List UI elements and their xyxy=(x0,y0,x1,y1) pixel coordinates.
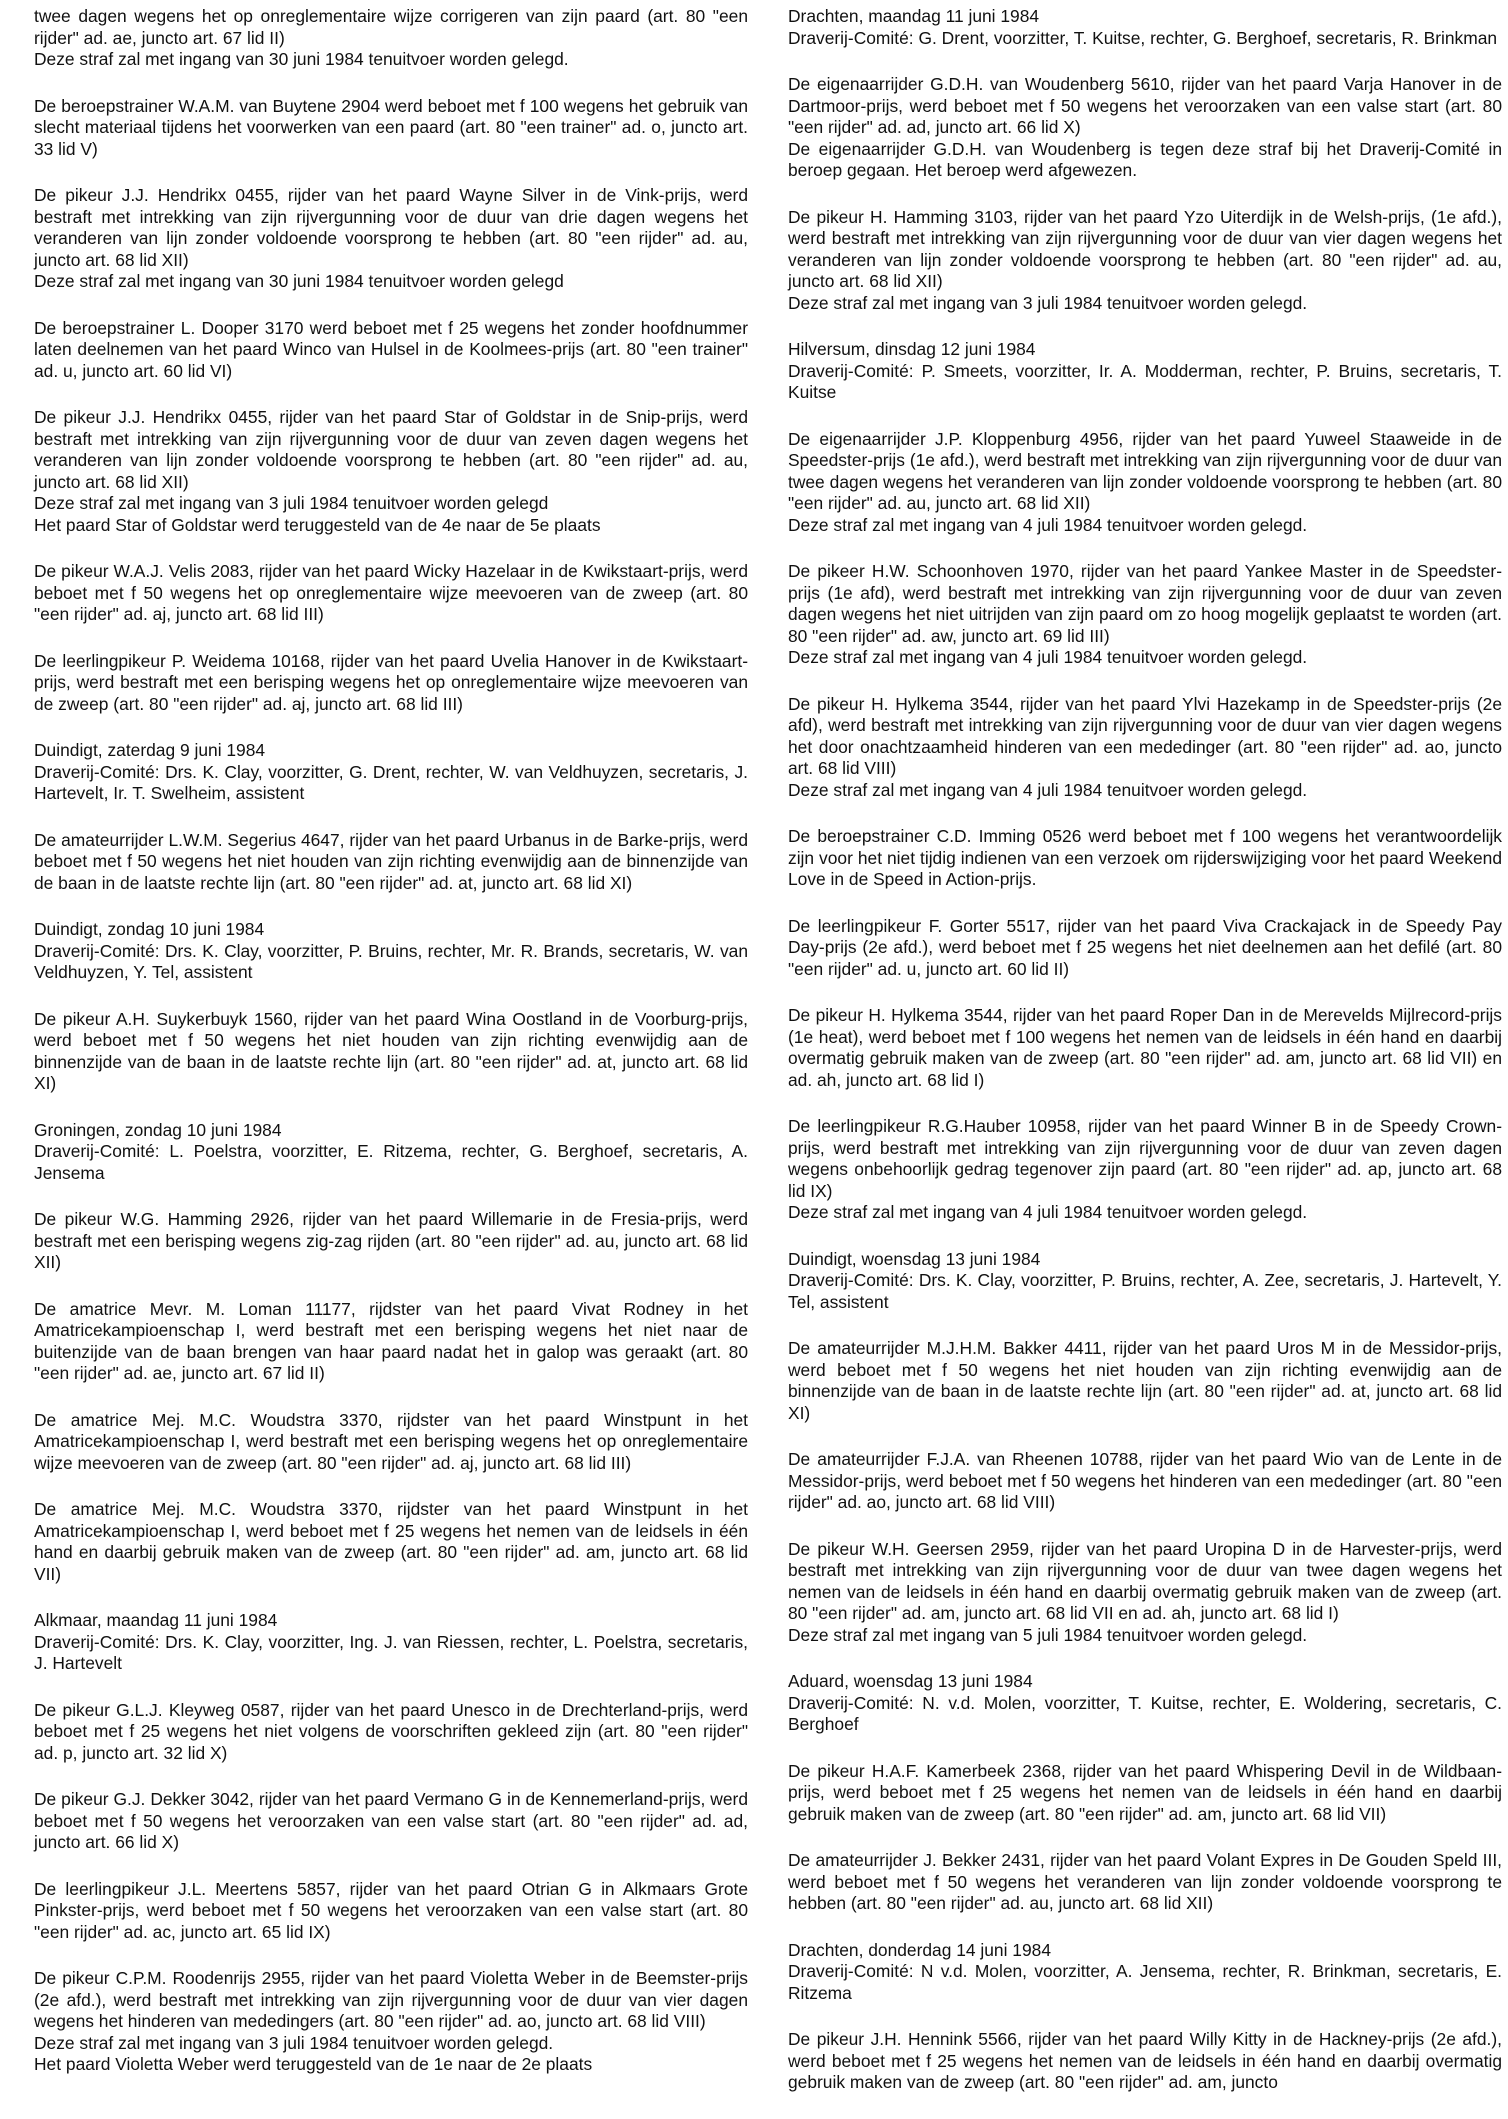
meeting-header: Alkmaar, maandag 11 juni 1984 Draverij-Comité: Drs. K. Clay, voorzitter, Ing. J. van Riessen, rechter, L. Poelstra, secretaris, J. Hartevelt xyxy=(34,1610,748,1673)
meeting-header: Hilversum, dinsdag 12 juni 1984 Draverij-Comité: P. Smeets, voorzitter, Ir. A. Modderman, rechter, P. Bruins, secretaris, T. Kuitse xyxy=(788,339,1502,402)
text-paragraph: De pikeur H. Hylkema 3544, rijder van het paard Ylvi Hazekamp in de Speedster-prijs (2e afd), werd bestraft met intrekking van zijn rijvergunning voor de duur van vier dagen wegens het door onachtzaamheid hinderen van een mededinger (art. 80 "een rijder" ad. ao, juncto art. 68 lid VIII) Deze straf zal met ingang van 4 juli 1984 tenuitvoer worden gelegd. xyxy=(788,693,1502,800)
meeting-header: Groningen, zondag 10 juni 1984 Draverij-Comité: L. Poelstra, voorzitter, E. Ritzema, rechter, G. Berghoef, secretaris, A. Jensema xyxy=(34,1119,748,1183)
text-paragraph: De pikeur W.A.J. Velis 2083, rijder van het paard Wicky Hazelaar in de Kwikstaart-prijs, werd beboet met f 50 wegens het op onreglementaire wijze meevoeren van de zweep (art. 80 "een rijder" ad. aj, juncto art. 68 lid III) xyxy=(34,561,748,624)
text-paragraph: De pikeur A.H. Suykerbuyk 1560, rijder van het paard Wina Oostland in de Voorburg-prijs, werd beboet met f 50 wegens het niet houden van zijn richting evenwijdig aan de binnenzijde van de baan in de laatste rechte lijn (art. 80 "een rijder" ad. at, juncto art. 68 lid XI) xyxy=(34,1008,748,1093)
text-paragraph: De amateurrijder M.J.H.M. Bakker 4411, rijder van het paard Uros M in de Messidor-prijs, werd beboet met f 50 wegens het niet houden van zijn richting evenwijdig aan de binnenzijde van de baan in de laatste rechte lijn (art. 80 "een rijder" ad. at, juncto art. 68 lid XI) xyxy=(788,1338,1502,1423)
text-paragraph: De pikeur G.J. Dekker 3042, rijder van het paard Vermano G in de Kennemerland-prijs, werd beboet met f 50 wegens het veroorzaken van een valse start (art. 80 "een rijder" ad. ad, juncto art. 66 lid X) xyxy=(34,1789,748,1852)
text-paragraph: De leerlingpikeur R.G.Hauber 10958, rijder van het paard Winner B in de Speedy Crown-prijs, werd bestraft met intrekking van zijn rijvergunning voor de duur van zeven dagen wegens onbehoorlijk gedrag tegenover zijn paard (art. 80 "een rijder" ad. ap, juncto art. 68 lid IX) Deze straf zal met ingang van 4 juli 1984 tenuitvoer worden gelegd. xyxy=(788,1116,1502,1222)
text-paragraph: De eigenaarrijder J.P. Kloppenburg 4956, rijder van het paard Yuweel Staaweide in de Speedster-prijs (1e afd.), werd bestraft met intrekking van zijn rijvergunning voor de duur van twee dagen wegens het veranderen van lijn zonder voldoende voorsprong te hebben (art. 80 "een rijder" ad. au, juncto art. 68 lid XII) Deze straf zal met ingang van 4 juli 1984 tenuitvoer worden gelegd. xyxy=(788,428,1502,535)
text-paragraph: De pikeur J.H. Hennink 5566, rijder van het paard Willy Kitty in de Hackney-prijs (2e afd.), werd beboet met f 25 wegens het nemen van de leidsels in één hand en daarbij overmatig gebruik maken van de zweep (art. 80 "een rijder" ad. am, juncto xyxy=(788,2029,1502,2092)
meeting-header: Duindigt, zondag 10 juni 1984 Draverij-Comité: Drs. K. Clay, voorzitter, P. Bruins, rechter, Mr. R. Brands, secretaris, W. van Veldhuyzen, Y. Tel, assistent xyxy=(34,919,748,982)
right-column xyxy=(788,6,1502,2119)
meeting-header: Drachten, maandag 11 juni 1984 Draverij-Comité: G. Drent, voorzitter, T. Kuitse, rechter, G. Berghoef, secretaris, R. Brinkman xyxy=(788,6,1498,48)
text-paragraph: De eigenaarrijder G.D.H. van Woudenberg 5610, rijder van het paard Varja Hanover in de Dartmoor-prijs, werd beboet met f 50 wegens het veroorzaken van een valse start (art. 80 "een rijder" ad. ad, juncto art. 66 lid X) De eigenaarrijder G.D.H. van Woudenberg is tegen deze straf bij het Draverij-Comité in beroep gegaan. Het beroep werd afgewezen. xyxy=(788,74,1502,180)
text-paragraph: De beroepstrainer W.A.M. van Buytene 2904 werd beboet met f 100 wegens het gebruik van slecht materiaal tijdens het voorwerken van een paard (art. 80 "een trainer" ad. o, juncto art. 33 lid V) xyxy=(34,95,748,159)
text-paragraph: De amatrice Mej. M.C. Woudstra 3370, rijdster van het paard Winstpunt in het Amatricekampioenschap I, werd beboet met f 25 wegens het nemen van de leidsels in één hand en daarbij gebruik maken van de zweep (art. 80 "een rijder" ad. am, juncto art. 68 lid VII) xyxy=(34,1499,748,1584)
text-paragraph: De amateurrijder F.J.A. van Rheenen 10788, rijder van het paard Wio van de Lente in de Messidor-prijs, werd beboet met f 50 wegens het hinderen van een mededinger (art. 80 "een rijder" ad. ao, juncto art. 68 lid VIII) xyxy=(788,1449,1502,1512)
text-paragraph: De pikeur C.P.M. Roodenrijs 2955, rijder van het paard Violetta Weber in de Beemster-prijs (2e afd.), werd bestraft met intrekking van zijn rijvergunning voor de duur van vier dagen wegens het hinderen van mededingers (art. 80 "een rijder" ad. ao, juncto art. 68 lid VIII) Deze straf zal met ingang van 3 juli 1984 tenuitvoer worden gelegd. Het paard Violetta Weber werd teruggesteld van de 1e naar de 2e plaats xyxy=(34,1968,748,2074)
text-paragraph: twee dagen wegens het op onreglementaire wijze corrigeren van zijn paard (art. 80 "een rijder" ad. ae, juncto art. 67 lid II) Deze straf zal met ingang van 30 juni 1984 tenuitvoer worden gelegd. xyxy=(34,6,748,69)
meeting-header: Drachten, donderdag 14 juni 1984 Draverij-Comité: N v.d. Molen, voorzitter, A. Jensema, rechter, R. Brinkman, secretaris, E. Ritzema xyxy=(788,1939,1502,2003)
text-paragraph: De amateurrijder J. Bekker 2431, rijder van het paard Volant Expres in De Gouden Speld III, werd beboet met f 50 wegens het veranderen van lijn zonder voldoende voorsprong te hebben (art. 80 "een rijder" ad. au, juncto art. 68 lid XII) xyxy=(788,1850,1502,1913)
text-paragraph: De pikeur H. Hylkema 3544, rijder van het paard Roper Dan in de Merevelds Mijlrecord-prijs (1e heat), werd beboet met f 100 wegens het nemen van de leidsels in één hand en daarbij overmatig gebruik maken van de zweep (art. 80 "een rijder" ad. am, juncto art. 68 lid VII) en ad. ah, juncto art. 68 lid I) xyxy=(788,1005,1502,1090)
meeting-header: Aduard, woensdag 13 juni 1984 Draverij-Comité: N. v.d. Molen, voorzitter, T. Kuitse, rechter, E. Woldering, secretaris, C. Berghoef xyxy=(788,1671,1502,1734)
text-paragraph: De pikeur H.A.F. Kamerbeek 2368, rijder van het paard Whispering Devil in de Wildbaan-prijs, werd beboet met f 25 wegens het nemen van de leidsels in één hand en daarbij gebruik maken van de zweep (art. 80 "een rijder" ad. am, juncto art. 68 lid VII) xyxy=(788,1760,1502,1824)
text-paragraph: De leerlingpikeur F. Gorter 5517, rijder van het paard Viva Crackajack in de Speedy Pay Day-prijs (2e afd.), werd beboet met f 25 wegens het niet deelnemen aan het defilé (art. 80 "een rijder" ad. u, juncto art. 60 lid II) xyxy=(788,915,1502,979)
meeting-header: Duindigt, zaterdag 9 juni 1984 Draverij-Comité: Drs. K. Clay, voorzitter, G. Drent, rechter, W. van Veldhuyzen, secretaris, J. Hartevelt, Ir. T. Swelheim, assistent xyxy=(34,740,748,803)
text-paragraph: De beroepstrainer L. Dooper 3170 werd beboet met f 25 wegens het zonder hoofdnummer laten deelnemen van het paard Winco van Hulsel in de Koolmees-prijs (art. 80 "een trainer" ad. u, juncto art. 60 lid VI) xyxy=(34,317,748,381)
text-paragraph: De pikeur H. Hamming 3103, rijder van het paard Yzo Uiterdijk in de Welsh-prijs, (1e afd.), werd bestraft met intrekking van zijn rijvergunning voor de duur van vier dagen wegens het veranderen van lijn zonder voldoende voorsprong te hebben (art. 80 "een rijder" ad. au, juncto art. 68 lid XII) Deze straf zal met ingang van 3 juli 1984 tenuitvoer worden gelegd. xyxy=(788,206,1502,313)
text-paragraph: De beroepstrainer C.D. Imming 0526 werd beboet met f 100 wegens het verantwoordelijk zijn voor het niet tijdig indienen van een verzoek om rijderswijziging voor het paard Weekend Love in de Speed in Action-prijs. xyxy=(788,826,1502,889)
text-paragraph: De leerlingpikeur P. Weidema 10168, rijder van het paard Uvelia Hanover in de Kwikstaart-prijs, werd bestraft met een berisping wegens het op onreglementaire wijze meevoeren van de zweep (art. 80 "een rijder" ad. aj, juncto art. 68 lid III) xyxy=(34,650,748,714)
text-paragraph: De pikeur G.L.J. Kleyweg 0587, rijder van het paard Unesco in de Drechterland-prijs, werd beboet met f 25 wegens het niet volgens de voorschriften gekleed zijn (art. 80 "een rijder" ad. p, juncto art. 32 lid X) xyxy=(34,1699,748,1763)
meeting-header: Duindigt, woensdag 13 juni 1984 Draverij-Comité: Drs. K. Clay, voorzitter, P. Bruins, rechter, A. Zee, secretaris, J. Hartevelt, Y. Tel, assistent xyxy=(788,1248,1502,1312)
text-paragraph: De pikeer H.W. Schoonhoven 1970, rijder van het paard Yankee Master in de Speedster-prijs (1e afd), werd bestraft met intrekking van zijn rijvergunning voor de duur van zeven dagen wegens het niet uitrijden van zijn paard om zo hoog mogelijk geplaatst te worden (art. 80 "een rijder" ad. aw, juncto art. 69 lid III) Deze straf zal met ingang van 4 juli 1984 tenuitvoer worden gelegd. xyxy=(788,561,1502,667)
text-paragraph: De pikeur J.J. Hendrikx 0455, rijder van het paard Wayne Silver in de Vink-prijs, werd bestraft met intrekking van zijn rijvergunning voor de duur van drie dagen wegens het veranderen van lijn zonder voldoende voorsprong te hebben (art. 80 "een rijder" ad. au, juncto art. 68 lid XII) Deze straf zal met ingang van 30 juni 1984 tenuitvoer worden gelegd xyxy=(34,185,748,291)
text-paragraph: De pikeur J.J. Hendrikx 0455, rijder van het paard Star of Goldstar in de Snip-prijs, werd bestraft met intrekking van zijn rijvergunning voor de duur van zeven dagen wegens het veranderen van lijn zonder voldoende voorsprong te hebben (art. 80 "een rijder" ad. au, juncto art. 68 lid XII) Deze straf zal met ingang van 3 juli 1984 tenuitvoer worden gelegd Het paard Star of Goldstar werd teruggesteld van de 4e naar de 5e plaats xyxy=(34,407,748,535)
left-column xyxy=(34,6,748,2101)
text-paragraph: De pikeur W.G. Hamming 2926, rijder van het paard Willemarie in de Fresia-prijs, werd bestraft met een berisping wegens zig-zag rijden (art. 80 "een rijder" ad. au, juncto art. 68 lid XII) xyxy=(34,1209,748,1272)
text-paragraph: De leerlingpikeur J.L. Meertens 5857, rijder van het paard Otrian G in Alkmaars Grote Pinkster-prijs, werd beboet met f 50 wegens het veroorzaken van een valse start (art. 80 "een rijder" ad. ac, juncto art. 65 lid IX) xyxy=(34,1878,748,1942)
text-paragraph: De amatrice Mevr. M. Loman 11177, rijdster van het paard Vivat Rodney in het Amatricekampioenschap I, werd bestraft met een berisping wegens het niet naar de buitenzijde van de baan brengen van haar paard nadat het in galop was geraakt (art. 80 "een rijder" ad. ae, juncto art. 67 lid II) xyxy=(34,1298,748,1383)
text-paragraph: De pikeur W.H. Geersen 2959, rijder van het paard Uropina D in de Harvester-prijs, werd bestraft met intrekking van zijn rijvergunning voor de duur van twee dagen wegens het nemen van de leidsels in één hand en daarbij overmatig gebruik maken van de zweep (art. 80 "een rijder" ad. am, juncto art. 68 lid VII en ad. ah, juncto art. 68 lid I) Deze straf zal met ingang van 5 juli 1984 tenuitvoer worden gelegd. xyxy=(788,1538,1502,1645)
text-paragraph: De amateurrijder L.W.M. Segerius 4647, rijder van het paard Urbanus in de Barke-prijs, werd beboet met f 50 wegens het niet houden van zijn richting evenwijdig aan de binnenzijde van de baan in de laatste rechte lijn (art. 80 "een rijder" ad. at, juncto art. 68 lid XI) xyxy=(34,829,748,893)
text-paragraph: De amatrice Mej. M.C. Woudstra 3370, rijdster van het paard Winstpunt in het Amatricekampioenschap I, werd bestraft met een berisping wegens het op onreglementaire wijze meevoeren van de zweep (art. 80 "een rijder" ad. aj, juncto art. 68 lid III) xyxy=(34,1409,748,1473)
